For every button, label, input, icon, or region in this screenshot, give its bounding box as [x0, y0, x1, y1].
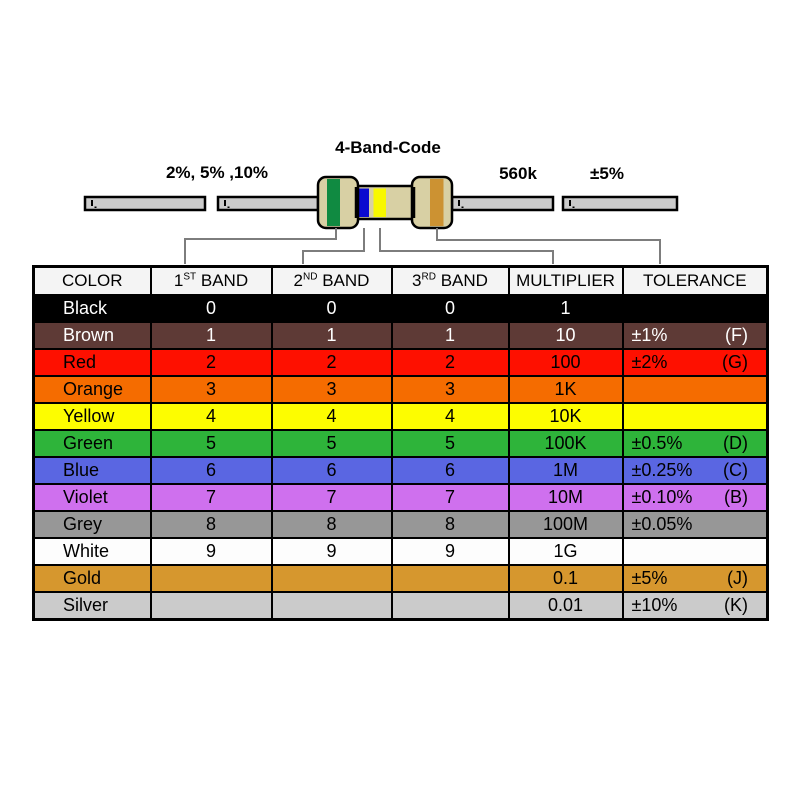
header-multiplier: MULTIPLIER	[509, 267, 623, 296]
multiplier-cell: 1M	[509, 457, 623, 484]
band2-cell: 1	[272, 322, 392, 349]
lead-wire-far-right	[563, 197, 677, 210]
color-name-cell: Yellow	[34, 403, 151, 430]
table-row-silver	[34, 592, 768, 620]
band1-cell: 6	[151, 457, 272, 484]
tolerance-cell	[623, 295, 768, 322]
table-header-row	[34, 267, 768, 296]
band2-cell: 9	[272, 538, 392, 565]
tolerance-cell: ±2% (G)	[623, 349, 768, 376]
tolerance-band	[430, 179, 444, 226]
color-name-cell: White	[34, 538, 151, 565]
tolerance-cell: ±0.05%	[623, 511, 768, 538]
multiplier-cell: 0.1	[509, 565, 623, 592]
band2-cell: 6	[272, 457, 392, 484]
band2-cell	[272, 565, 392, 592]
multiplier-cell: 100K	[509, 430, 623, 457]
band3-cell	[392, 592, 509, 620]
resistor-diagram	[0, 0, 800, 266]
table-row-black	[34, 295, 768, 322]
band2-cell: 7	[272, 484, 392, 511]
band1-cell: 3	[151, 376, 272, 403]
color-name-cell: Orange	[34, 376, 151, 403]
tolerance-cell: ±0.10% (B)	[623, 484, 768, 511]
tolerance-cell	[623, 376, 768, 403]
color-name-cell: Violet	[34, 484, 151, 511]
multiplier-cell: 10M	[509, 484, 623, 511]
pointer-lines	[185, 228, 660, 264]
table-row-white	[34, 538, 768, 565]
band3-cell: 9	[392, 538, 509, 565]
table-row-red	[34, 349, 768, 376]
tolerance-cell	[623, 403, 768, 430]
color-name-cell: Grey	[34, 511, 151, 538]
band3-cell: 5	[392, 430, 509, 457]
tolerance-cell: ±1% (F)	[623, 322, 768, 349]
tolerance-cell	[623, 538, 768, 565]
band2-cell	[272, 592, 392, 620]
band1-cell: 7	[151, 484, 272, 511]
table-row-yellow	[34, 403, 768, 430]
table-row-brown	[34, 322, 768, 349]
band1-cell: 1	[151, 322, 272, 349]
band2-cell: 5	[272, 430, 392, 457]
multiplier-cell: 100M	[509, 511, 623, 538]
band3-cell: 1	[392, 322, 509, 349]
table-row-grey	[34, 511, 768, 538]
multiplier-cell: 0.01	[509, 592, 623, 620]
lead-wire-far-left	[85, 197, 205, 210]
header-tolerance: TOLERANCE	[623, 267, 768, 296]
tolerance-cell: ±0.5% (D)	[623, 430, 768, 457]
multiplier-cell: 10	[509, 322, 623, 349]
header-band2: 2ND BAND	[272, 267, 392, 296]
tolerance-cell: ±5% (J)	[623, 565, 768, 592]
pointer-second-band	[303, 228, 364, 264]
tolerance-value-label: ±5%	[590, 164, 624, 183]
resistor-illustration	[0, 0, 800, 266]
band2-cell: 8	[272, 511, 392, 538]
band2-cell: 4	[272, 403, 392, 430]
band3-cell: 4	[392, 403, 509, 430]
multiplier-cell: 1G	[509, 538, 623, 565]
band3-cell: 0	[392, 295, 509, 322]
band1-cell: 0	[151, 295, 272, 322]
color-code-table	[32, 265, 769, 621]
tolerance-cell: ±10% (K)	[623, 592, 768, 620]
band3-cell: 6	[392, 457, 509, 484]
band3-cell: 8	[392, 511, 509, 538]
resistance-value-label: 560k	[499, 164, 537, 183]
tolerance-cell: ±0.25% (C)	[623, 457, 768, 484]
band2-cell: 0	[272, 295, 392, 322]
color-name-cell: Silver	[34, 592, 151, 620]
band3-cell: 3	[392, 376, 509, 403]
multiplier-band	[374, 189, 387, 218]
table-row-violet	[34, 484, 768, 511]
band1-cell: 5	[151, 430, 272, 457]
band1-cell: 4	[151, 403, 272, 430]
color-name-cell: Black	[34, 295, 151, 322]
color-name-cell: Brown	[34, 322, 151, 349]
color-name-cell: Green	[34, 430, 151, 457]
diagram-title: 4-Band-Code	[335, 138, 441, 157]
header-band1: 1ST BAND	[151, 267, 272, 296]
band1-cell: 9	[151, 538, 272, 565]
resistor-body	[318, 177, 452, 228]
lead-wire-right	[452, 197, 553, 210]
multiplier-cell: 100	[509, 349, 623, 376]
multiplier-cell: 1	[509, 295, 623, 322]
pointer-first-band	[185, 228, 336, 264]
band3-cell	[392, 565, 509, 592]
pointer-tolerance-band	[437, 228, 660, 264]
band3-cell: 7	[392, 484, 509, 511]
pointer-multiplier-band	[380, 228, 553, 264]
multiplier-cell: 1K	[509, 376, 623, 403]
band3-cell: 2	[392, 349, 509, 376]
color-name-cell: Blue	[34, 457, 151, 484]
table-row-orange	[34, 376, 768, 403]
header-color: COLOR	[34, 267, 151, 296]
band1-cell: 8	[151, 511, 272, 538]
table-row-blue	[34, 457, 768, 484]
header-band3: 3RD BAND	[392, 267, 509, 296]
table-row-gold	[34, 565, 768, 592]
band1-cell	[151, 592, 272, 620]
color-name-cell: Gold	[34, 565, 151, 592]
lead-wire-left	[218, 197, 318, 210]
band2-cell: 3	[272, 376, 392, 403]
color-name-cell: Red	[34, 349, 151, 376]
tolerance-examples-label: 2%, 5% ,10%	[165, 163, 269, 182]
band1-cell: 2	[151, 349, 272, 376]
first-band	[327, 179, 340, 226]
band2-cell: 2	[272, 349, 392, 376]
table-row-green	[34, 430, 768, 457]
second-band	[358, 189, 369, 218]
multiplier-cell: 10K	[509, 403, 623, 430]
band1-cell	[151, 565, 272, 592]
